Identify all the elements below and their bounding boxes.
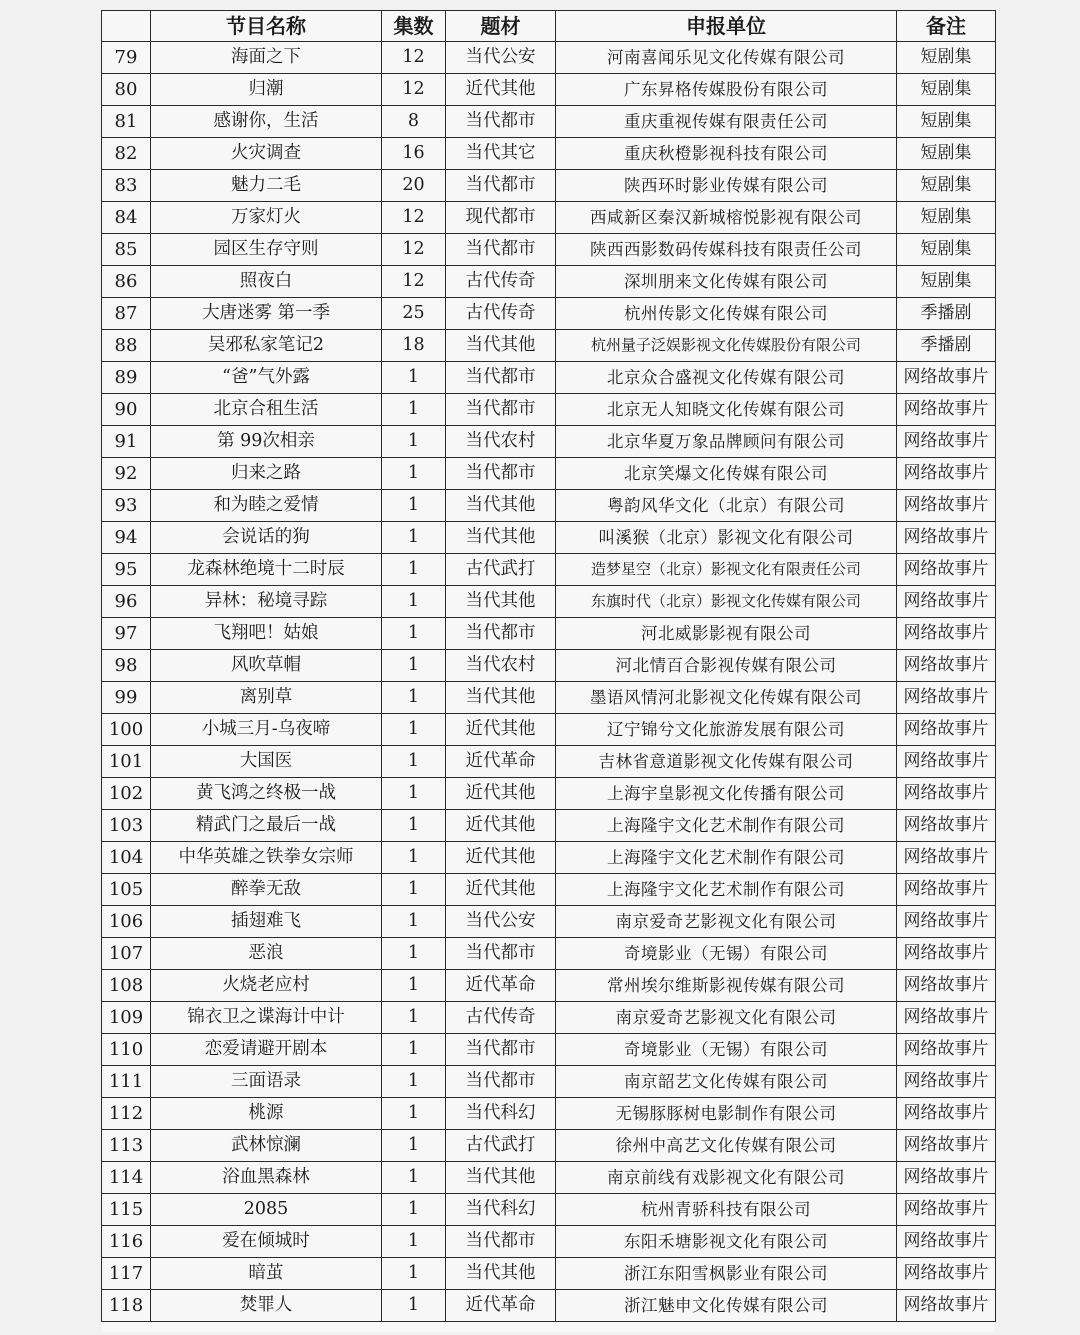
note-cell: 网络故事片 (897, 842, 996, 874)
note-cell: 短剧集 (897, 234, 996, 266)
genre-cell: 古代传奇 (446, 266, 556, 298)
genre-cell: 当代都市 (446, 170, 556, 202)
program-name-cell: 爱在倾城时 (151, 1226, 382, 1258)
genre-cell: 当代都市 (446, 1066, 556, 1098)
row-number-cell: 82 (102, 138, 151, 170)
genre-cell: 当代农村 (446, 426, 556, 458)
applicant-unit-cell: 南京前线有戏影视文化有限公司 (556, 1162, 897, 1194)
note-cell: 网络故事片 (897, 714, 996, 746)
note-cell: 网络故事片 (897, 458, 996, 490)
table-row (102, 1034, 996, 1066)
genre-cell: 近代其他 (446, 810, 556, 842)
applicant-unit-cell: 南京爱奇艺影视文化有限公司 (556, 1002, 897, 1034)
program-name-cell: 归潮 (151, 74, 382, 106)
genre-cell: 当代其他 (446, 330, 556, 362)
table-row (102, 842, 996, 874)
genre-cell: 当代都市 (446, 234, 556, 266)
program-name-cell: 吴邪私家笔记2 (151, 330, 382, 362)
note-cell: 网络故事片 (897, 1290, 996, 1322)
episode-count-cell: 12 (382, 266, 446, 298)
program-name-cell: 海面之下 (151, 42, 382, 74)
row-number-cell: 107 (102, 938, 151, 970)
genre-cell: 当代其他 (446, 586, 556, 618)
genre-cell: 古代武打 (446, 554, 556, 586)
episode-count-cell: 1 (382, 554, 446, 586)
genre-cell: 近代革命 (446, 746, 556, 778)
row-number-cell: 109 (102, 1002, 151, 1034)
episode-count-cell: 1 (382, 426, 446, 458)
program-name-cell: 暗茧 (151, 1258, 382, 1290)
row-number-cell: 81 (102, 106, 151, 138)
episode-count-cell: 1 (382, 874, 446, 906)
applicant-unit-cell: 叫溪猴（北京）影视文化有限公司 (556, 522, 897, 554)
applicant-unit-cell: 北京华夏万象品牌顾问有限公司 (556, 426, 897, 458)
table-row (102, 490, 996, 522)
applicant-unit-cell: 重庆秋橙影视科技有限公司 (556, 138, 897, 170)
row-number-cell: 94 (102, 522, 151, 554)
episode-count-cell: 1 (382, 682, 446, 714)
episode-count-cell: 1 (382, 1194, 446, 1226)
applicant-unit-cell: 河北威影影视有限公司 (556, 618, 897, 650)
program-name-cell: 桃源 (151, 1098, 382, 1130)
note-cell: 网络故事片 (897, 618, 996, 650)
program-name-cell: 插翅难飞 (151, 906, 382, 938)
applicant-unit-cell: 奇境影业（无锡）有限公司 (556, 938, 897, 970)
applicant-unit-cell: 东阳禾塘影视文化有限公司 (556, 1226, 897, 1258)
applicant-unit-cell: 无锡豚豚树电影制作有限公司 (556, 1098, 897, 1130)
header-program-name: 节目名称 (151, 11, 382, 42)
episode-count-cell: 1 (382, 906, 446, 938)
applicant-unit-cell: 上海隆宇文化艺术制作有限公司 (556, 810, 897, 842)
episode-count-cell: 1 (382, 714, 446, 746)
applicant-unit-cell: 常州埃尔维斯影视传媒有限公司 (556, 970, 897, 1002)
table-row (102, 426, 996, 458)
note-cell: 网络故事片 (897, 1066, 996, 1098)
document-page (101, 10, 995, 1332)
genre-cell: 近代革命 (446, 1290, 556, 1322)
table-row (102, 106, 996, 138)
note-cell: 网络故事片 (897, 1098, 996, 1130)
genre-cell: 当代科幻 (446, 1098, 556, 1130)
program-name-cell: 中华英雄之铁拳女宗师 (151, 842, 382, 874)
program-name-cell: 第 99次相亲 (151, 426, 382, 458)
genre-cell: 近代其他 (446, 874, 556, 906)
note-cell: 网络故事片 (897, 362, 996, 394)
genre-cell: 当代都市 (446, 458, 556, 490)
program-name-cell: 锦衣卫之谍海计中计 (151, 1002, 382, 1034)
program-name-cell: 浴血黑森林 (151, 1162, 382, 1194)
row-number-cell: 110 (102, 1034, 151, 1066)
episode-count-cell: 1 (382, 1162, 446, 1194)
table-row (102, 682, 996, 714)
table-row (102, 330, 996, 362)
program-name-cell: 小城三月-乌夜啼 (151, 714, 382, 746)
table-row (102, 714, 996, 746)
episode-count-cell: 1 (382, 650, 446, 682)
table-row (102, 362, 996, 394)
table-row (102, 1162, 996, 1194)
table-row (102, 1098, 996, 1130)
episode-count-cell: 12 (382, 74, 446, 106)
note-cell: 网络故事片 (897, 1226, 996, 1258)
row-number-cell: 95 (102, 554, 151, 586)
applicant-unit-cell: 河南喜闻乐见文化传媒有限公司 (556, 42, 897, 74)
applicant-unit-cell: 南京爱奇艺影视文化有限公司 (556, 906, 897, 938)
program-name-cell: 大国医 (151, 746, 382, 778)
table-row (102, 874, 996, 906)
table-row (102, 618, 996, 650)
program-name-cell: 会说话的狗 (151, 522, 382, 554)
header-episodes: 集数 (382, 11, 446, 42)
note-cell: 网络故事片 (897, 650, 996, 682)
note-cell: 网络故事片 (897, 810, 996, 842)
table-row (102, 1066, 996, 1098)
genre-cell: 当代其他 (446, 682, 556, 714)
program-name-cell: 武林惊澜 (151, 1130, 382, 1162)
applicant-unit-cell: 杭州青骄科技有限公司 (556, 1194, 897, 1226)
note-cell: 短剧集 (897, 106, 996, 138)
note-cell: 网络故事片 (897, 682, 996, 714)
genre-cell: 当代其他 (446, 1258, 556, 1290)
row-number-cell: 104 (102, 842, 151, 874)
applicant-unit-cell: 陕西环时影业传媒有限公司 (556, 170, 897, 202)
note-cell: 网络故事片 (897, 938, 996, 970)
applicant-unit-cell: 西咸新区秦汉新城榕悦影视有限公司 (556, 202, 897, 234)
row-number-cell: 108 (102, 970, 151, 1002)
row-number-cell: 98 (102, 650, 151, 682)
note-cell: 网络故事片 (897, 1162, 996, 1194)
genre-cell: 当代其他 (446, 522, 556, 554)
program-name-cell: 三面语录 (151, 1066, 382, 1098)
applicant-unit-cell: 广东昇格传媒股份有限公司 (556, 74, 897, 106)
table-row (102, 970, 996, 1002)
applicant-unit-cell: 吉林省意道影视文化传媒有限公司 (556, 746, 897, 778)
note-cell: 网络故事片 (897, 1258, 996, 1290)
header-applicant-unit: 申报单位 (556, 11, 897, 42)
table-row (102, 1290, 996, 1322)
header-genre: 题材 (446, 11, 556, 42)
program-name-cell: 黄飞鸿之终极一战 (151, 778, 382, 810)
genre-cell: 古代传奇 (446, 1002, 556, 1034)
table-row (102, 170, 996, 202)
note-cell: 季播剧 (897, 298, 996, 330)
note-cell: 季播剧 (897, 330, 996, 362)
genre-cell: 当代其它 (446, 138, 556, 170)
genre-cell: 近代其他 (446, 74, 556, 106)
program-name-cell: 焚罪人 (151, 1290, 382, 1322)
note-cell: 网络故事片 (897, 586, 996, 618)
table-row (102, 298, 996, 330)
applicant-unit-cell: 墨语风情河北影视文化传媒有限公司 (556, 682, 897, 714)
applicant-unit-cell: 上海隆宇文化艺术制作有限公司 (556, 842, 897, 874)
applicant-unit-cell: 南京韶艺文化传媒有限公司 (556, 1066, 897, 1098)
episode-count-cell: 1 (382, 618, 446, 650)
table-row (102, 138, 996, 170)
episode-count-cell: 1 (382, 1130, 446, 1162)
program-name-cell: 照夜白 (151, 266, 382, 298)
table-row (102, 778, 996, 810)
program-name-cell: 2085 (151, 1194, 382, 1226)
row-number-cell: 99 (102, 682, 151, 714)
table-row (102, 1002, 996, 1034)
episode-count-cell: 1 (382, 490, 446, 522)
genre-cell: 近代革命 (446, 970, 556, 1002)
program-name-cell: 风吹草帽 (151, 650, 382, 682)
row-number-cell: 118 (102, 1290, 151, 1322)
genre-cell: 当代科幻 (446, 1194, 556, 1226)
row-number-cell: 102 (102, 778, 151, 810)
row-number-cell: 116 (102, 1226, 151, 1258)
genre-cell: 当代农村 (446, 650, 556, 682)
applicant-unit-cell: 造梦星空（北京）影视文化有限责任公司 (556, 554, 897, 586)
program-name-cell: 大唐迷雾 第一季 (151, 298, 382, 330)
applicant-unit-cell: 重庆重视传媒有限责任公司 (556, 106, 897, 138)
note-cell: 短剧集 (897, 74, 996, 106)
episode-count-cell: 1 (382, 810, 446, 842)
table-row (102, 1226, 996, 1258)
row-number-cell: 84 (102, 202, 151, 234)
note-cell: 短剧集 (897, 42, 996, 74)
row-number-cell: 86 (102, 266, 151, 298)
episode-count-cell: 1 (382, 1290, 446, 1322)
genre-cell: 古代传奇 (446, 298, 556, 330)
applicant-unit-cell: 徐州中高艺文化传媒有限公司 (556, 1130, 897, 1162)
episode-count-cell: 1 (382, 1066, 446, 1098)
episode-count-cell: 1 (382, 1258, 446, 1290)
program-name-cell: 归来之路 (151, 458, 382, 490)
episode-count-cell: 1 (382, 970, 446, 1002)
note-cell: 短剧集 (897, 138, 996, 170)
table-row (102, 906, 996, 938)
table-row (102, 938, 996, 970)
row-number-cell: 80 (102, 74, 151, 106)
episode-count-cell: 1 (382, 394, 446, 426)
episode-count-cell: 8 (382, 106, 446, 138)
table-row (102, 234, 996, 266)
program-name-cell: 和为睦之爱情 (151, 490, 382, 522)
table-row (102, 586, 996, 618)
applicant-unit-cell: 北京众合盛视文化传媒有限公司 (556, 362, 897, 394)
applicant-unit-cell: 杭州传影文化传媒有限公司 (556, 298, 897, 330)
episode-count-cell: 12 (382, 234, 446, 266)
episode-count-cell: 1 (382, 938, 446, 970)
genre-cell: 当代都市 (446, 362, 556, 394)
applicant-unit-cell: 北京无人知晓文化传媒有限公司 (556, 394, 897, 426)
note-cell: 网络故事片 (897, 522, 996, 554)
row-number-cell: 115 (102, 1194, 151, 1226)
note-cell: 网络故事片 (897, 1194, 996, 1226)
genre-cell: 当代都市 (446, 618, 556, 650)
program-name-cell: 感谢你，生活 (151, 106, 382, 138)
table-row (102, 42, 996, 74)
note-cell: 网络故事片 (897, 426, 996, 458)
row-number-cell: 93 (102, 490, 151, 522)
genre-cell: 当代其他 (446, 490, 556, 522)
program-name-cell: “爸”气外露 (151, 362, 382, 394)
applicant-unit-cell: 浙江东阳雪枫影业有限公司 (556, 1258, 897, 1290)
program-name-cell: 飞翔吧！姑娘 (151, 618, 382, 650)
genre-cell: 当代都市 (446, 394, 556, 426)
table-row (102, 266, 996, 298)
note-cell: 短剧集 (897, 170, 996, 202)
table-row (102, 810, 996, 842)
applicant-unit-cell: 上海宇皇影视文化传播有限公司 (556, 778, 897, 810)
episode-count-cell: 20 (382, 170, 446, 202)
row-number-cell: 90 (102, 394, 151, 426)
row-number-cell: 113 (102, 1130, 151, 1162)
row-number-cell: 101 (102, 746, 151, 778)
table-row (102, 554, 996, 586)
genre-cell: 当代其他 (446, 1162, 556, 1194)
table-row (102, 522, 996, 554)
table-row (102, 394, 996, 426)
row-number-cell: 112 (102, 1098, 151, 1130)
table-row (102, 746, 996, 778)
episode-count-cell: 1 (382, 362, 446, 394)
row-number-cell: 92 (102, 458, 151, 490)
episode-count-cell: 1 (382, 746, 446, 778)
genre-cell: 近代其他 (446, 714, 556, 746)
row-number-cell: 105 (102, 874, 151, 906)
applicant-unit-cell: 奇境影业（无锡）有限公司 (556, 1034, 897, 1066)
note-cell: 短剧集 (897, 266, 996, 298)
episode-count-cell: 1 (382, 1002, 446, 1034)
row-number-cell: 114 (102, 1162, 151, 1194)
episode-count-cell: 25 (382, 298, 446, 330)
applicant-unit-cell: 杭州量子泛娱影视文化传媒股份有限公司 (556, 330, 897, 362)
applicant-unit-cell: 陕西西影数码传媒科技有限责任公司 (556, 234, 897, 266)
table-body (102, 42, 996, 1322)
row-number-cell: 106 (102, 906, 151, 938)
row-number-cell: 97 (102, 618, 151, 650)
episode-count-cell: 1 (382, 778, 446, 810)
note-cell: 网络故事片 (897, 1002, 996, 1034)
row-number-cell: 83 (102, 170, 151, 202)
note-cell: 网络故事片 (897, 490, 996, 522)
note-cell: 网络故事片 (897, 1034, 996, 1066)
episode-count-cell: 18 (382, 330, 446, 362)
note-cell: 网络故事片 (897, 906, 996, 938)
genre-cell: 当代都市 (446, 1226, 556, 1258)
row-number-cell: 100 (102, 714, 151, 746)
genre-cell: 当代公安 (446, 42, 556, 74)
episode-count-cell: 16 (382, 138, 446, 170)
row-number-cell: 89 (102, 362, 151, 394)
genre-cell: 近代其他 (446, 778, 556, 810)
applicant-unit-cell: 北京笑爆文化传媒有限公司 (556, 458, 897, 490)
program-name-cell: 魅力二毛 (151, 170, 382, 202)
genre-cell: 当代公安 (446, 906, 556, 938)
episode-count-cell: 1 (382, 522, 446, 554)
row-number-cell: 85 (102, 234, 151, 266)
program-name-cell: 北京合租生活 (151, 394, 382, 426)
applicant-unit-cell: 粤韵风华文化（北京）有限公司 (556, 490, 897, 522)
table-row (102, 1258, 996, 1290)
table-row (102, 1130, 996, 1162)
table-row (102, 650, 996, 682)
episode-count-cell: 1 (382, 1226, 446, 1258)
program-name-cell: 龙森林绝境十二时辰 (151, 554, 382, 586)
table-row (102, 202, 996, 234)
program-name-cell: 园区生存守则 (151, 234, 382, 266)
program-name-cell: 万家灯火 (151, 202, 382, 234)
note-cell: 网络故事片 (897, 554, 996, 586)
episode-count-cell: 1 (382, 458, 446, 490)
note-cell: 网络故事片 (897, 394, 996, 426)
genre-cell: 古代武打 (446, 1130, 556, 1162)
program-name-cell: 异林：秘境寻踪 (151, 586, 382, 618)
episode-count-cell: 12 (382, 42, 446, 74)
genre-cell: 当代都市 (446, 106, 556, 138)
note-cell: 网络故事片 (897, 746, 996, 778)
row-number-cell: 111 (102, 1066, 151, 1098)
row-number-cell: 96 (102, 586, 151, 618)
genre-cell: 现代都市 (446, 202, 556, 234)
genre-cell: 近代其他 (446, 842, 556, 874)
program-name-cell: 离别草 (151, 682, 382, 714)
episode-count-cell: 1 (382, 1034, 446, 1066)
program-name-cell: 恋爱请避开剧本 (151, 1034, 382, 1066)
program-name-cell: 醉拳无敌 (151, 874, 382, 906)
episode-count-cell: 1 (382, 586, 446, 618)
applicant-unit-cell: 东旗时代（北京）影视文化传媒有限公司 (556, 586, 897, 618)
header-num (102, 11, 151, 42)
applicant-unit-cell: 上海隆宇文化艺术制作有限公司 (556, 874, 897, 906)
program-name-cell: 火烧老应村 (151, 970, 382, 1002)
episode-count-cell: 1 (382, 842, 446, 874)
row-number-cell: 79 (102, 42, 151, 74)
program-table (101, 10, 996, 1322)
row-number-cell: 91 (102, 426, 151, 458)
table-row (102, 74, 996, 106)
row-number-cell: 87 (102, 298, 151, 330)
program-name-cell: 火灾调查 (151, 138, 382, 170)
header-row (102, 11, 996, 42)
episode-count-cell: 12 (382, 202, 446, 234)
row-number-cell: 117 (102, 1258, 151, 1290)
program-name-cell: 恶浪 (151, 938, 382, 970)
note-cell: 网络故事片 (897, 874, 996, 906)
row-number-cell: 88 (102, 330, 151, 362)
row-number-cell: 103 (102, 810, 151, 842)
note-cell: 网络故事片 (897, 1130, 996, 1162)
applicant-unit-cell: 河北情百合影视传媒有限公司 (556, 650, 897, 682)
header-note: 备注 (897, 11, 996, 42)
applicant-unit-cell: 辽宁锦兮文化旅游发展有限公司 (556, 714, 897, 746)
program-name-cell: 精武门之最后一战 (151, 810, 382, 842)
genre-cell: 当代都市 (446, 938, 556, 970)
note-cell: 网络故事片 (897, 778, 996, 810)
note-cell: 网络故事片 (897, 970, 996, 1002)
applicant-unit-cell: 浙江魅申文化传媒有限公司 (556, 1290, 897, 1322)
table-row (102, 458, 996, 490)
genre-cell: 当代都市 (446, 1034, 556, 1066)
episode-count-cell: 1 (382, 1098, 446, 1130)
note-cell: 短剧集 (897, 202, 996, 234)
table-row (102, 1194, 996, 1226)
applicant-unit-cell: 深圳朋来文化传媒有限公司 (556, 266, 897, 298)
